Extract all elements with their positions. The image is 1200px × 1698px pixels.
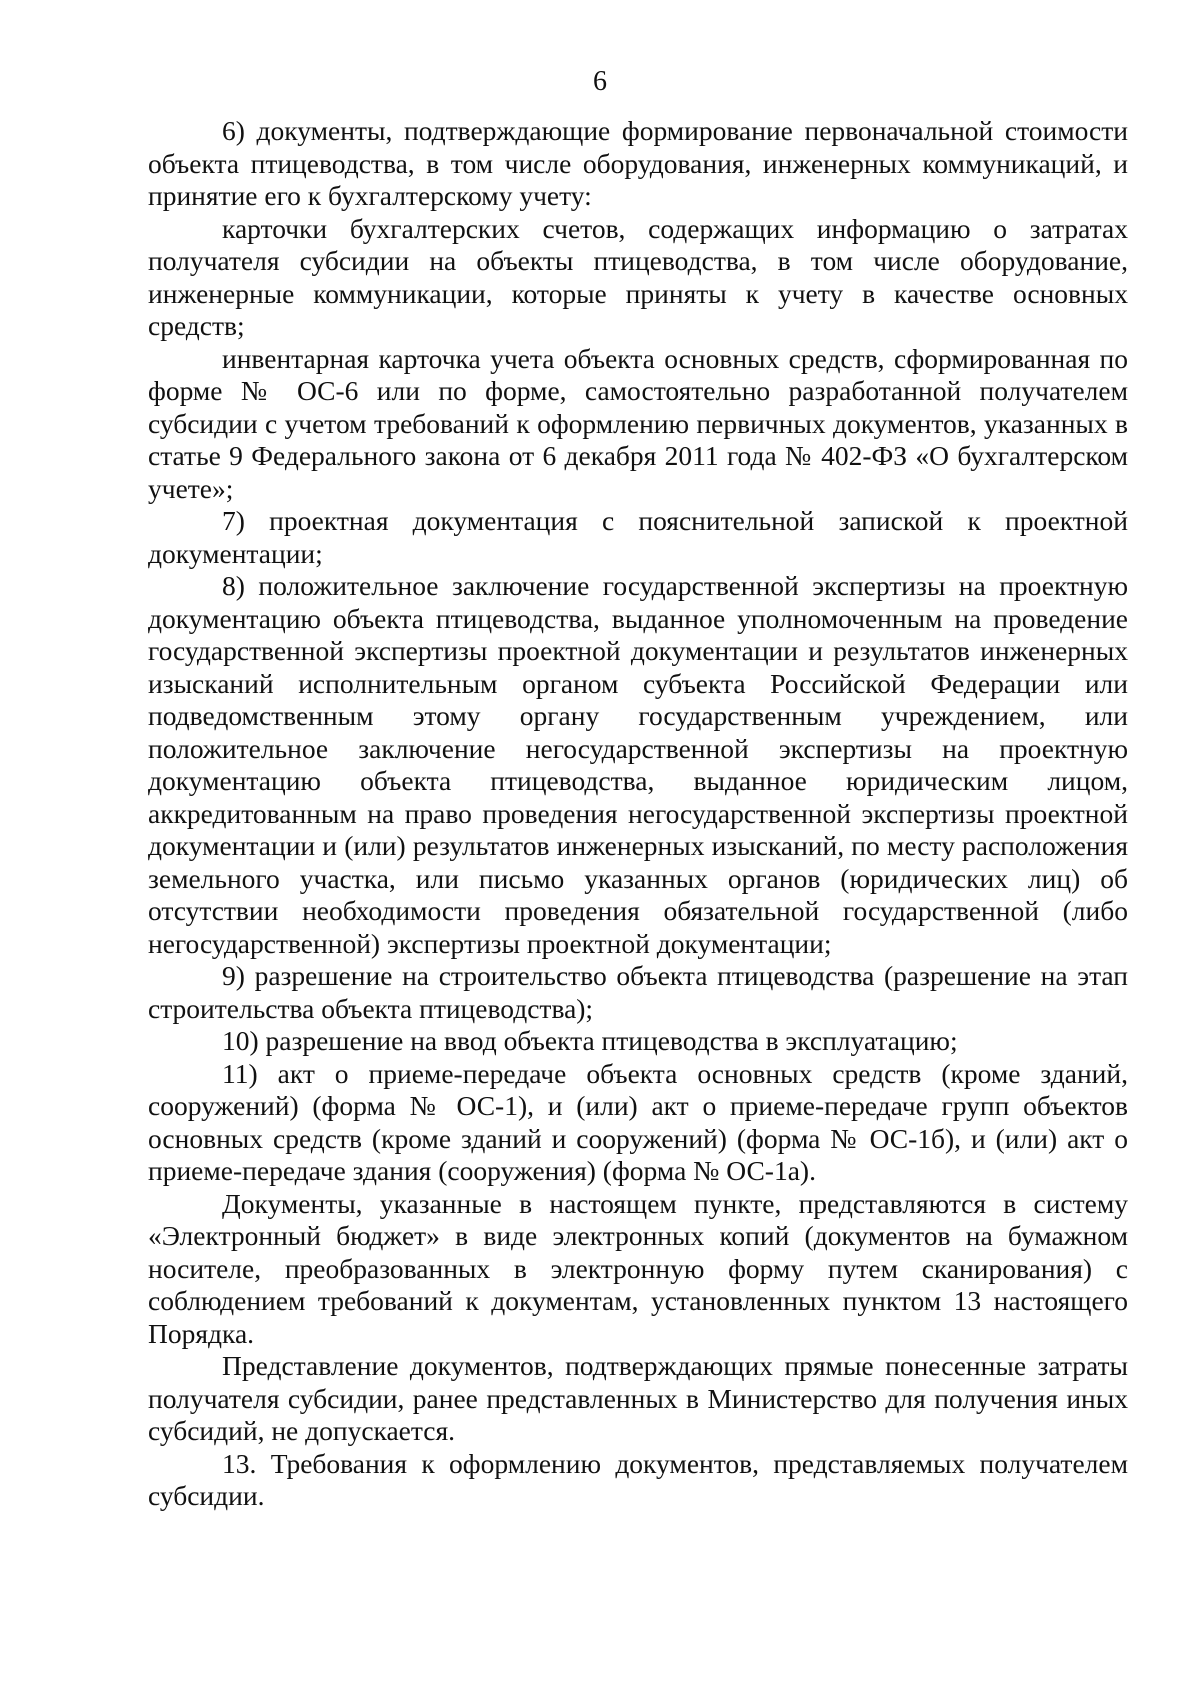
- paragraph-item-7: 7) проектная документация с пояснительной запиской к проектной документации;: [148, 505, 1128, 569]
- page-number: 6: [593, 66, 607, 97]
- paragraph-item-10: 10) разрешение на ввод объекта птицеводства в эксплуатацию;: [222, 1025, 958, 1056]
- paragraph-not-allowed: Представление документов, подтверждающих прямые понесенные затраты получателя субсидии, ранее представленных в Министерство для получения иных субсидий, не допускается.: [148, 1350, 1128, 1446]
- paragraph-item-9: 9) разрешение на строительство объекта птицеводства (разрешение на этап строительства объекта птицеводства);: [148, 960, 1128, 1024]
- paragraph-item-6: 6) документы, подтверждающие формирование первоначальной стоимости объекта птицеводства, в том числе оборудования, инженерных коммуникаций, и принятие его к бухгалтерскому учету:: [148, 115, 1128, 211]
- paragraph-account-cards: карточки бухгалтерских счетов, содержащих информацию о затратах получателя субсидии на объекты птицеводства, в том числе оборудование, инженерные коммуникации, которые приняты к учету в качестве основных средств;: [148, 212, 1128, 341]
- paragraph-section-13: 13. Требования к оформлению документов, представляемых получателем субсидии.: [148, 1447, 1128, 1511]
- document-body: [148, 115, 1128, 1513]
- paragraph-item-11: 11) акт о приеме-передаче объекта основных средств (кроме зданий, сооружений) (форма № ОС-1), и (или) акт о приеме-передаче групп объектов основных средств (кроме зданий и сооружений) (форма № ОС-1б), и (или) акт о приеме-передаче здания (сооружения) (форма № ОС-1а).: [148, 1057, 1128, 1186]
- paragraph-inventory-card: инвентарная карточка учета объекта основных средств, сформированная по форме № ОС-6 или по форме, самостоятельно разработанной получателем субсидии с учетом требований к оформлению первичных документов, указанных в статье 9 Федерального закона от 6 декабря 2011 года № 402-ФЗ «О бухгалтерском учете»;: [148, 342, 1128, 504]
- paragraph-item-8: 8) положительное заключение государственной экспертизы на проектную документацию объекта птицеводства, выданное уполномоченным на проведение государственной экспертизы проектной документации и результатов инженерных изысканий исполнительным органом субъекта Российской Федерации или подведомственным этому органу государственным учреждением, или положительное заключение негосударственной экспертизы на проектную документацию объекта птицеводства, выданное юридическим лицом, аккредитованным на право проведения негосударственной экспертизы проектной документации и (или) результатов инженерных изысканий, по месту расположения земельного участка, или письмо указанных органов (юридических лиц) об отсутствии необходимости проведения обязательной государственной (либо негосударственной) экспертизы проектной документации;: [148, 570, 1128, 959]
- paragraph-electronic-budget: Документы, указанные в настоящем пункте, представляются в систему «Электронный бюджет» в виде электронных копий (документов на бумажном носителе, преобразованных в электронную форму путем сканирования) с соблюдением требований к документам, установленных пунктом 13 настоящего Порядка.: [148, 1187, 1128, 1349]
